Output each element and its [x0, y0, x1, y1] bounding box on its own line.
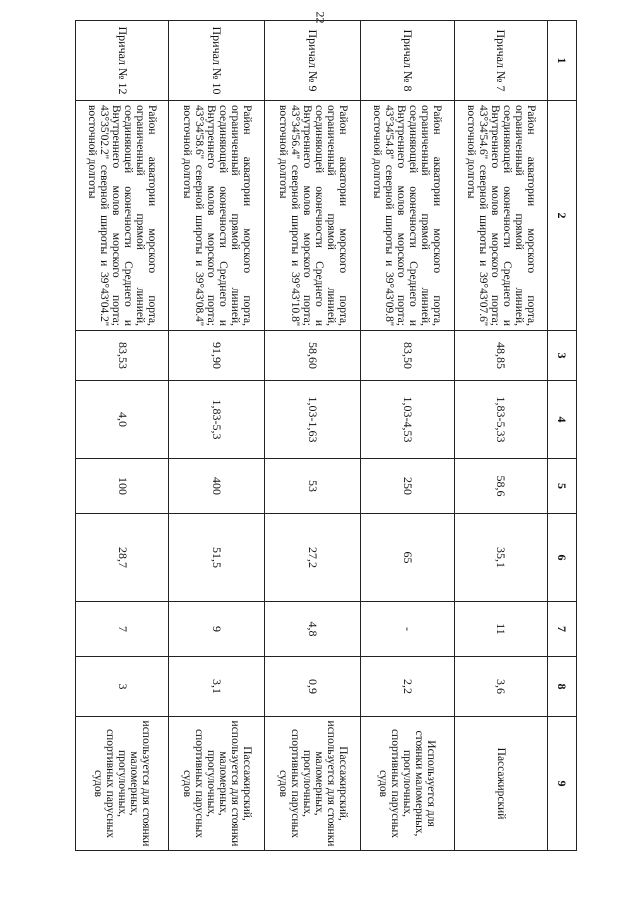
berth-area: Район акватории морского порта, ограниченный прямой линией, соединяющей оконечности Среднего и Внутреннего молов морского порта; 43°34'54.6'' северной широты и 39°43'07.6'' восточной долготы — [454, 101, 547, 331]
header-cell: 8 — [548, 657, 577, 717]
berth-area: Район акватории морского порта, ограниченный прямой линией, соединяющей оконечности Среднего и Внутреннего молов морского порта; 43°34'54.8'' северной широты и 39°43'09.8'' восточной долготы — [361, 101, 454, 331]
table-row — [361, 21, 454, 851]
table-cell: 58,6 — [454, 459, 547, 514]
table-row — [76, 21, 169, 851]
berth-purpose: используется для стоянки маломерных, прогулочных, спортивных парусных судов — [76, 717, 169, 851]
berth-purpose: Пассажирский, используется для стоянки маломерных, прогулочных, спортивных парусных судов — [265, 717, 361, 851]
table-row — [169, 21, 265, 851]
table-cell: 1,03-1,63 — [265, 381, 361, 459]
table-cell: 4,0 — [76, 381, 169, 459]
berth-area: Район акватории морского порта, ограниченный прямой линией, соединяющей оконечности Среднего и Внутреннего молов морского порта; 43°34'56.4'' северной широты и 39°43'10.8'' восточной долготы — [265, 101, 361, 331]
page-number: 22 — [313, 11, 328, 24]
table-cell: 27,2 — [265, 514, 361, 602]
header-cell: 2 — [548, 101, 577, 331]
header-cell: 6 — [548, 514, 577, 602]
table-cell: 1,03-4,53 — [361, 381, 454, 459]
table-row — [454, 21, 547, 851]
berth-area: Район акватории морского порта, ограниченный прямой линией, соединяющей оконечности Среднего и Внутреннего молов морского порта; 43°34'58.6'' северной широты и 39°43'08.4'' восточной долготы — [169, 101, 265, 331]
berth-area: Район акватории морского порта, ограниченный прямой линией, соединяющей оконечности Среднего и Внутреннего молов морского порта; 43°35'02.2'' северной широты и 39°43'04.2'' восточной долготы — [76, 101, 169, 331]
table-cell: 65 — [361, 514, 454, 602]
berth-purpose: Используется для стоянки маломерных, прогулочных, спортивных парусных судов — [361, 717, 454, 851]
berth-name: Причал № 8 — [361, 21, 454, 101]
table-cell: 3 — [76, 657, 169, 717]
header-cell: 4 — [548, 381, 577, 459]
table-cell: 48,85 — [454, 331, 547, 381]
table-cell: 35,1 — [454, 514, 547, 602]
table-cell: - — [361, 602, 454, 657]
table-cell: 1,83-5,33 — [454, 381, 547, 459]
table-cell: 250 — [361, 459, 454, 514]
table-row — [265, 21, 361, 851]
header-cell: 9 — [548, 717, 577, 851]
table-cell: 100 — [76, 459, 169, 514]
table-cell: 0,9 — [265, 657, 361, 717]
table-cell: 91,90 — [169, 331, 265, 381]
header-row — [548, 21, 577, 851]
table-cell: 3,1 — [169, 657, 265, 717]
berth-name: Причал № 7 — [454, 21, 547, 101]
table-cell: 2,2 — [361, 657, 454, 717]
table-cell: 4,8 — [265, 602, 361, 657]
table-cell: 28,7 — [76, 514, 169, 602]
berth-name: Причал № 10 — [169, 21, 265, 101]
table-cell: 9 — [169, 602, 265, 657]
header-cell: 1 — [548, 21, 577, 101]
table-cell: 3,6 — [454, 657, 547, 717]
berth-purpose: Пассажирский, используется для стоянки маломерных, прогулочных, спортивных парусных судов — [169, 717, 265, 851]
berth-table — [75, 20, 577, 851]
berth-purpose: Пассажирский — [454, 717, 547, 851]
table-cell: 58,60 — [265, 331, 361, 381]
header-cell: 5 — [548, 459, 577, 514]
table-cell: 51,5 — [169, 514, 265, 602]
header-cell: 3 — [548, 331, 577, 381]
berth-name: Причал № 9 — [265, 21, 361, 101]
table-cell: 400 — [169, 459, 265, 514]
berth-name: Причал № 12 — [76, 21, 169, 101]
berth-table-container — [75, 20, 577, 850]
header-cell: 7 — [548, 602, 577, 657]
table-cell: 53 — [265, 459, 361, 514]
table-cell: 83,53 — [76, 331, 169, 381]
table-cell: 7 — [76, 602, 169, 657]
table-cell: 83,50 — [361, 331, 454, 381]
table-cell: 1,83-5,3 — [169, 381, 265, 459]
table-cell: 11 — [454, 602, 547, 657]
